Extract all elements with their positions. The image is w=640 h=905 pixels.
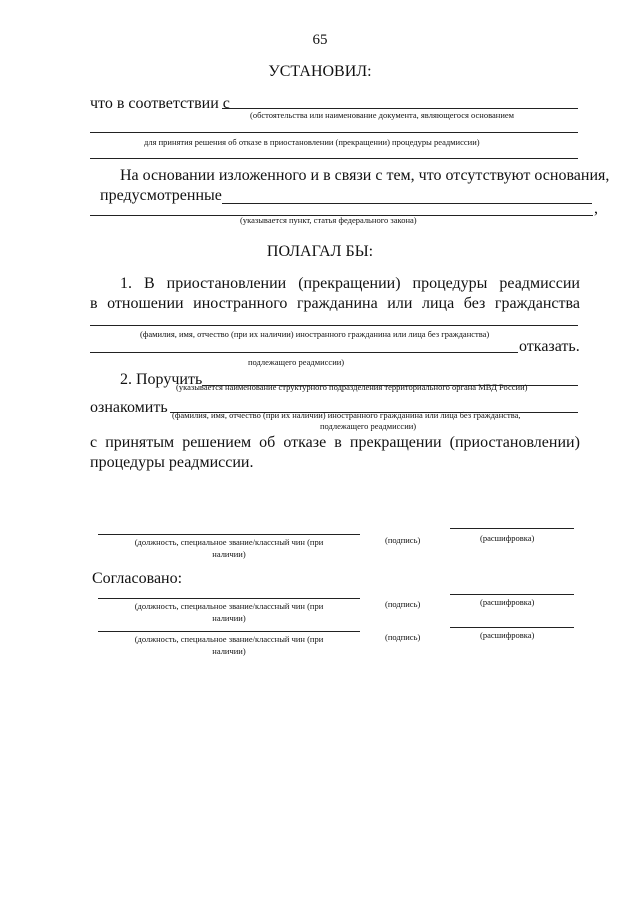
fill-line-decoding-1[interactable] <box>450 528 574 529</box>
fill-line-provided[interactable] <box>222 203 592 204</box>
note-law-article: (указывается пункт, статья федерального закона) <box>240 215 417 225</box>
text-on-the-basis: На основании изложенного и в связи с тем, что отсутствуют основания, <box>120 167 610 184</box>
text-familiarize: ознакомить <box>90 399 168 416</box>
fill-line-foreigner-name-2[interactable] <box>90 352 518 353</box>
note-position-1b: наличии) <box>212 549 246 559</box>
fill-line-basis[interactable] <box>222 108 578 109</box>
decision-word: (приостановлении) <box>449 434 580 451</box>
item1-word: приостановлении <box>166 275 287 292</box>
note-department: (указывается наименование структурного подразделения территориального органа МВД России) <box>176 382 528 392</box>
item1-word: В <box>143 275 155 292</box>
item1-word: без <box>463 295 486 312</box>
decision-line1 <box>90 434 580 452</box>
decision-word: об <box>259 434 276 451</box>
item1-word: лица <box>421 295 455 312</box>
note-position-3: (должность, специальное звание/классный чин (при <box>134 634 324 644</box>
decision-word: принятым <box>105 434 175 451</box>
note-subject-to-readmission-2: подлежащего реадмиссии) <box>320 421 417 431</box>
item1-word: процедуры <box>412 275 488 292</box>
decision-line2: процедуры реадмиссии. <box>90 454 254 471</box>
note-foreigner-name-2: (фамилия, имя, отчество (при их наличии) иностранного гражданина или лица без гражданства, <box>172 410 521 420</box>
decision-word: в <box>334 434 342 451</box>
text-instruct: 2. Поручить <box>120 371 203 388</box>
item1-line1 <box>120 275 580 293</box>
note-signature-2: (подпись) <box>385 599 421 609</box>
item1-word: иностранного <box>193 295 288 312</box>
note-decoding-1: (расшифровка) <box>480 533 535 543</box>
note-position-1: (должность, специальное звание/классный чин (при <box>134 537 324 547</box>
fill-line-basis-2[interactable] <box>90 132 578 133</box>
decision-word: решением <box>182 434 252 451</box>
note-refusal-decision: для принятия решения об отказе в приостановлении (прекращении) процедуры реадмиссии) <box>144 137 480 147</box>
item1-word: в <box>90 295 98 312</box>
note-signature-1: (подпись) <box>385 535 421 545</box>
note-decoding-3: (расшифровка) <box>480 630 535 640</box>
fill-line-position-1[interactable] <box>98 534 360 535</box>
note-signature-3: (подпись) <box>385 632 421 642</box>
text-agreed: Согласовано: <box>92 570 183 587</box>
item1-word: отношении <box>107 295 184 312</box>
fill-line-foreigner-name[interactable] <box>90 325 578 326</box>
comma: , <box>594 200 598 217</box>
page-number: 65 <box>312 32 328 48</box>
text-refuse: отказать. <box>519 338 580 355</box>
item1-word: реадмиссии <box>499 275 580 292</box>
fill-line-basis-3[interactable] <box>90 158 578 159</box>
text-provided: предусмотренные <box>100 187 222 204</box>
note-foreigner-name: (фамилия, имя, отчество (при их наличии) иностранного гражданина или лица без гражданства) <box>140 329 490 339</box>
item1-word: гражданства <box>494 295 580 312</box>
item1-word: 1. <box>120 275 132 292</box>
section-title-would-propose: ПОЛАГАЛ БЫ: <box>266 243 374 260</box>
note-position-3b: наличии) <box>212 646 246 656</box>
decision-word: отказе <box>283 434 327 451</box>
fill-line-decoding-2[interactable] <box>450 594 574 595</box>
decision-word: с <box>90 434 98 451</box>
note-decoding-2: (расшифровка) <box>480 597 535 607</box>
note-position-2: (должность, специальное звание/классный чин (при <box>134 601 324 611</box>
item1-word: гражданина <box>296 295 378 312</box>
fill-line-position-2[interactable] <box>98 598 360 599</box>
text-in-accordance-with: что в соответствии с <box>90 95 230 112</box>
note-subject-to-readmission: подлежащего реадмиссии) <box>248 357 345 367</box>
section-title-established: УСТАНОВИЛ: <box>268 63 372 80</box>
item1-word: или <box>387 295 413 312</box>
item1-line2 <box>90 295 580 313</box>
decision-word: прекращении <box>349 434 442 451</box>
note-basis-document: (обстоятельства или наименование документа, являющегося основанием <box>250 110 515 120</box>
fill-line-position-3[interactable] <box>98 631 360 632</box>
item1-word: (прекращении) <box>298 275 401 292</box>
note-position-2b: наличии) <box>212 613 246 623</box>
fill-line-decoding-3[interactable] <box>450 627 574 628</box>
